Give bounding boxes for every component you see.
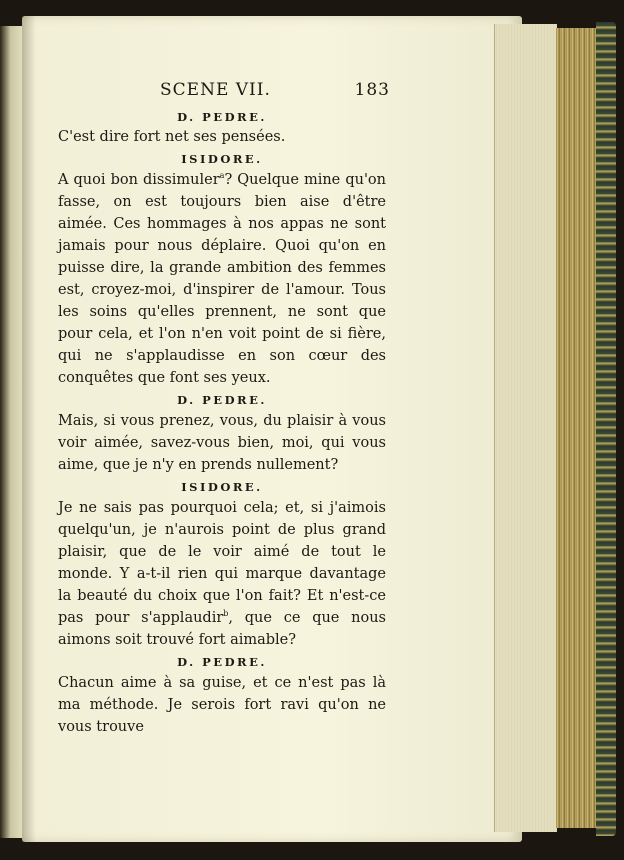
speaker-name: D. PEDRE.	[177, 110, 267, 124]
footnote-marker: b	[223, 609, 229, 619]
dialogue-text: A quoi bon dissimuler$^a$? Quelque mine qu'on fasse, on est toujours bien aise d'être aimée. Ces hommages à nos appas ne sont jamais pour nous déplaire. Quoi qu'on en puisse dire, la grande ambition des femmes est, croyez-moi, d'inspirer de l'amour. Tous les soins qu'elles prennent, ne sont que pour cela, et l'on n'en voit point de si fière, qui ne s'applaudisse en son cœur des conquêtes que font ses yeux.	[58, 171, 386, 386]
dialogue-text: Mais, si vous prenez, vous, du plaisir à vous voir aimée, savez-vous bien, moi, qui vous aime, que je n'y en prends nullement?	[58, 413, 386, 473]
speaker-name: D. PEDRE.	[177, 393, 267, 407]
speaker-name: ISIDORE.	[181, 480, 263, 494]
dialogue-text: C'est dire fort net ses pensées.	[58, 129, 286, 145]
dialogue-text: Je ne sais pas pourquoi cela; et, si j'aimois quelqu'un, je n'aurois point de plus grand plaisir, que de le voir aimé de tout le monde. Y a-t-il rien qui marque davantage la beauté du choix que l'on fait? Et n'est-ce pas pour s'applaudir$^b$, que ce que nous aimons soit trouvé fort aimable?	[58, 500, 386, 648]
speaker-name: D. PEDRE.	[177, 655, 267, 669]
scene-title: SCENE VII.	[160, 80, 271, 100]
gilt-page-edge	[556, 28, 596, 828]
footnote-marker: a	[219, 171, 225, 181]
gutter-shadow	[22, 16, 36, 842]
page-number: 183	[354, 80, 390, 100]
book-binding	[596, 22, 616, 836]
running-header	[58, 80, 390, 108]
page-stack-edge	[494, 24, 557, 832]
page-text	[58, 80, 390, 738]
dialogue-text: Chacun aime à sa guise, et ce n'est pas là ma méthode. Je serois fort ravi qu'on ne vous trouve	[58, 675, 386, 735]
speaker-name: ISIDORE.	[181, 152, 263, 166]
